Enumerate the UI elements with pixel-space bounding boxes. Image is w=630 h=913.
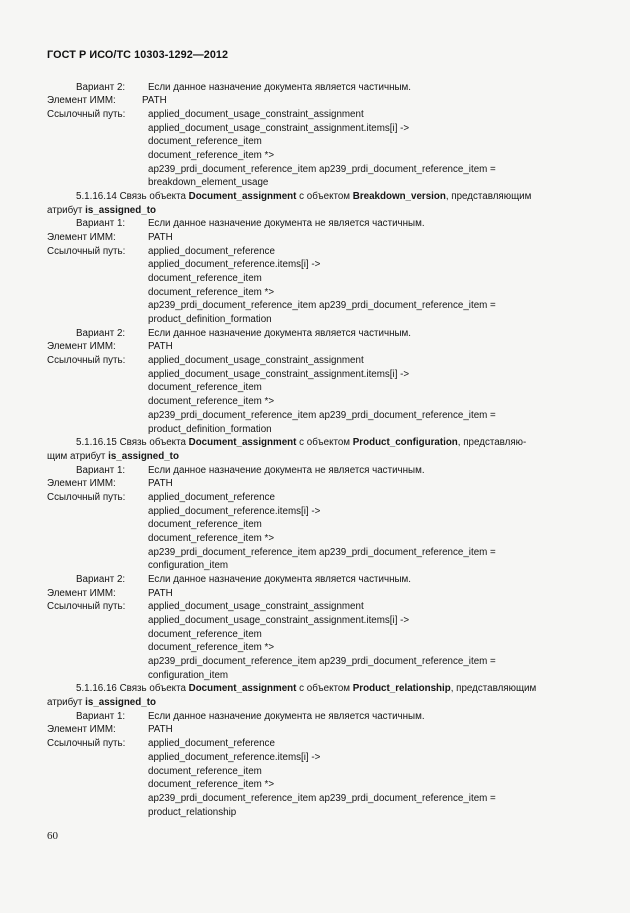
path-line: document_reference_item	[148, 382, 262, 394]
field-value: PATH	[148, 724, 173, 736]
field-value: PATH	[148, 478, 173, 490]
path-line: document_reference_item	[148, 273, 262, 285]
path-line: document_reference_item	[148, 628, 262, 640]
entity-name: Document_assignment	[188, 683, 297, 695]
path-line: ap239_prdi_document_reference_item ap239_prdi_document_reference_item =	[148, 300, 496, 312]
path-line: ap239_prdi_document_reference_item ap239_prdi_document_reference_item =	[148, 792, 496, 804]
page-number: 60	[47, 830, 58, 842]
entity-name: Breakdown_version	[352, 190, 446, 202]
entity-name: is_assigned_to	[85, 697, 156, 709]
field-value: Если данное назначение документа не является частичным.	[148, 218, 425, 230]
field-label: Вариант 2:	[76, 327, 126, 339]
section-heading-continuation	[47, 451, 179, 463]
path-line: document_reference_item *>	[148, 532, 275, 544]
path-line: configuration_item	[148, 669, 229, 681]
field-label: Элемент ИММ:	[47, 95, 116, 107]
path-line: document_reference_item *>	[148, 149, 275, 161]
path-line: ap239_prdi_document_reference_item ap239_prdi_document_reference_item =	[148, 163, 496, 175]
document-header: ГОСТ Р ИСО/ТС 10303-1292—2012	[47, 49, 229, 61]
path-line: document_reference_item	[148, 519, 262, 531]
path-line: ap239_prdi_document_reference_item ap239_prdi_document_reference_item =	[148, 546, 496, 558]
field-label: Элемент ИММ:	[47, 341, 116, 353]
entity-name: is_assigned_to	[108, 450, 179, 462]
section-heading	[76, 191, 531, 203]
field-value: PATH	[148, 231, 173, 243]
field-value: applied_document_reference	[148, 738, 275, 750]
path-line: product_definition_formation	[148, 423, 272, 435]
heading-text: 5.1.16.15 Связь объекта	[76, 437, 189, 449]
path-line: breakdown_element_usage	[148, 177, 269, 189]
path-line: document_reference_item	[148, 136, 262, 148]
heading-text: с объектом	[296, 190, 353, 202]
entity-name: Document_assignment	[188, 190, 297, 202]
field-label: Элемент ИММ:	[47, 478, 116, 490]
field-label: Вариант 1:	[76, 218, 126, 230]
field-value: PATH	[148, 587, 173, 599]
field-label: Ссылочный путь:	[47, 108, 126, 120]
field-value: Если данное назначение документа не является частичным.	[148, 710, 425, 722]
heading-text: 5.1.16.16 Связь объекта	[76, 683, 189, 695]
field-value: PATH	[142, 95, 167, 107]
field-value: Если данное назначение документа не является частичным.	[148, 464, 425, 476]
field-value: applied_document_usage_constraint_assignment	[148, 108, 364, 120]
heading-text: 5.1.16.14 Связь объекта	[76, 190, 189, 202]
field-label: Вариант 2:	[76, 573, 126, 585]
section-heading	[76, 683, 536, 695]
path-line: applied_document_usage_constraint_assignment.items[i] ->	[148, 615, 410, 627]
path-line: ap239_prdi_document_reference_item ap239_prdi_document_reference_item =	[148, 409, 496, 421]
path-line: product_definition_formation	[148, 314, 272, 326]
field-value: applied_document_usage_constraint_assignment	[148, 355, 364, 367]
entity-name: Document_assignment	[188, 437, 297, 449]
heading-text: с объектом	[296, 437, 353, 449]
path-line: ap239_prdi_document_reference_item ap239_prdi_document_reference_item =	[148, 656, 496, 668]
entity-name: Product_relationship	[352, 683, 451, 695]
path-line: product_relationship	[148, 806, 237, 818]
path-line: document_reference_item *>	[148, 286, 275, 298]
heading-text: , представляющим	[445, 190, 532, 202]
path-line: document_reference_item	[148, 765, 262, 777]
path-line: document_reference_item *>	[148, 642, 275, 654]
path-line: document_reference_item *>	[148, 396, 275, 408]
field-value: applied_document_reference	[148, 245, 275, 257]
field-value: Если данное назначение документа является частичным.	[148, 573, 411, 585]
heading-text: атрибут	[47, 204, 86, 216]
path-line: applied_document_reference.items[i] ->	[148, 505, 321, 517]
field-label: Ссылочный путь:	[47, 245, 126, 257]
field-label: Вариант 1:	[76, 464, 126, 476]
path-line: applied_document_usage_constraint_assignment.items[i] ->	[148, 368, 410, 380]
path-line: applied_document_reference.items[i] ->	[148, 259, 321, 271]
field-value: PATH	[148, 341, 173, 353]
field-label: Вариант 1:	[76, 710, 126, 722]
path-line: configuration_item	[148, 560, 229, 572]
heading-text: щим атрибут	[47, 450, 109, 462]
path-line: applied_document_usage_constraint_assignment.items[i] ->	[148, 122, 410, 134]
field-value: applied_document_reference	[148, 491, 275, 503]
field-value: Если данное назначение документа является частичным.	[148, 327, 411, 339]
path-line: applied_document_reference.items[i] ->	[148, 751, 321, 763]
field-label: Элемент ИММ:	[47, 587, 116, 599]
field-label: Ссылочный путь:	[47, 355, 126, 367]
section-heading-continuation	[47, 697, 156, 709]
heading-text: , представляющим	[450, 683, 537, 695]
heading-text: , представляю-	[457, 437, 527, 449]
heading-text: с объектом	[296, 683, 353, 695]
field-value: Если данное назначение документа является частичным.	[148, 81, 411, 93]
path-line: document_reference_item *>	[148, 779, 275, 791]
field-label: Ссылочный путь:	[47, 601, 126, 613]
field-label: Вариант 2:	[76, 81, 126, 93]
field-value: applied_document_usage_constraint_assignment	[148, 601, 364, 613]
field-label: Ссылочный путь:	[47, 491, 126, 503]
field-label: Ссылочный путь:	[47, 738, 126, 750]
field-label: Элемент ИММ:	[47, 724, 116, 736]
section-heading	[76, 437, 526, 449]
entity-name: Product_configuration	[352, 437, 458, 449]
entity-name: is_assigned_to	[85, 204, 156, 216]
field-label: Элемент ИММ:	[47, 231, 116, 243]
heading-text: атрибут	[47, 697, 86, 709]
section-heading-continuation	[47, 205, 156, 217]
